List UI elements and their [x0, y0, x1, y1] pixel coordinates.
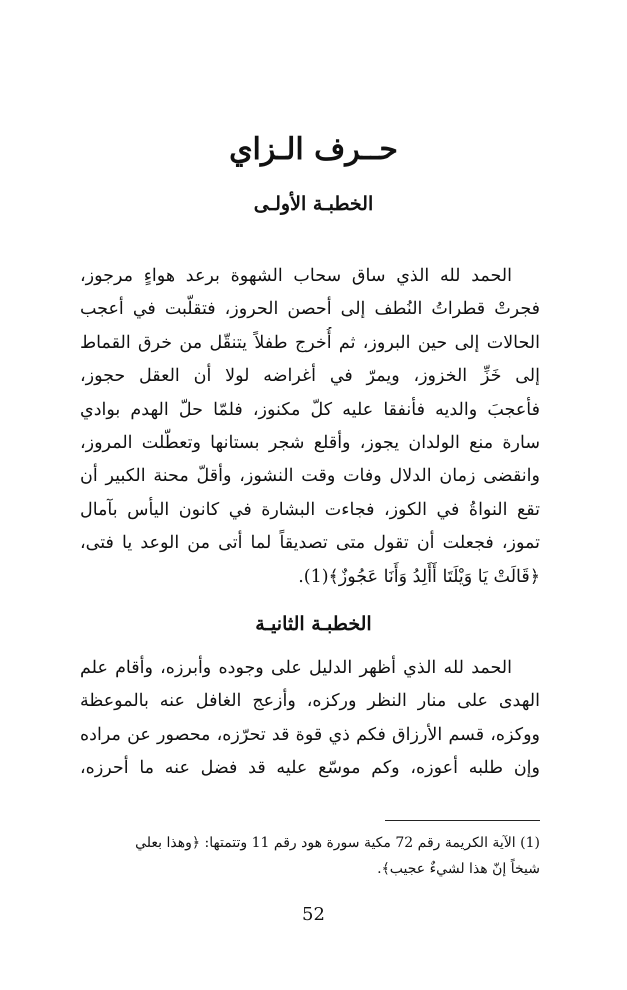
sermon-2-title: الخطبـة الثانيـة — [255, 613, 372, 635]
sermon-2-line: الحمد لله الذي أظهر الدليل على وجوده وأبرزه، وأقام علم — [80, 658, 512, 678]
footnote-divider — [385, 820, 540, 821]
sermon-1-line: تقع النواةُ في الكوز، فجاءت البشارة في كانون اليأس بآمال — [80, 499, 540, 520]
chapter-title: حــرف الـزاي — [229, 132, 398, 167]
sermon-1-title: الخطبـة الأولـى — [253, 193, 374, 215]
sermon-2-line: الهدى على منار النظر وركزه، وأزعج الغافل عنه بالموعظة — [80, 691, 540, 712]
sermon-1-body — [80, 260, 540, 594]
quran-verse-line: ﴿قَالَتْ يَا وَيْلَتَا أَأَلِدُ وَأَنَا عَجُوزٌ﴾(1). — [298, 566, 540, 587]
sermon-1-line: إلى خَزِّ الخزوز، ويمرّ في أغراضه لولا أن العقل حجوز، — [80, 366, 540, 387]
sermon-1-line: الحالات إلى حين البروز، ثم أُخرج طفلاً يتنقّل من خرق القماط — [80, 332, 540, 353]
sermon-1-line: فأعجبَ والديه فأنفقا عليه كلّ مكنوز، فلمّا حلّ الهدم بوادي — [80, 399, 540, 420]
sermon-1-line: وانقضى زمان الدلال وفات وقت النشوز، وأقلّ محنة الكبير أن — [80, 466, 540, 487]
footnote — [80, 830, 540, 882]
sermon-1-line: فجرتْ قطراتُ النُطف إلى أحصن الحروز، فتقلّبت في أعجب — [80, 299, 540, 320]
sermon-1-line: تموز، فجعلت أن تقول متى تصديقاً لما أتى من الوعد يا فتى، — [80, 533, 540, 554]
sermon-2-line: وإن طلبه أعوزه، وكم موسّع عليه قد فضل عنه ما أحرزه، — [80, 758, 540, 779]
sermon-2-line: ووكزه، قسم الأرزاق فكم ذي قوة قد تحرّزه، محصور عن مراده — [80, 724, 540, 745]
sermon-1-line: الحمد لله الذي ساق سحاب الشهوة برعد هواءٍ مرجوز، — [80, 266, 512, 286]
page-number: 52 — [302, 904, 325, 925]
sermon-1-line: سارة منع الولدان يجوز، وأقلع شجر بستانها وتعطّلت المروز، — [80, 432, 540, 453]
footnote-line: (1) الآية الكريمة رقم 72 مكية سورة هود رقم 11 وتتمتها: ﴿وهذا بعلي — [135, 835, 540, 851]
sermon-2-body — [80, 652, 540, 786]
footnote-line: شيخاً إنّ هذا لشيءٌ عجيب﴾. — [377, 861, 540, 877]
